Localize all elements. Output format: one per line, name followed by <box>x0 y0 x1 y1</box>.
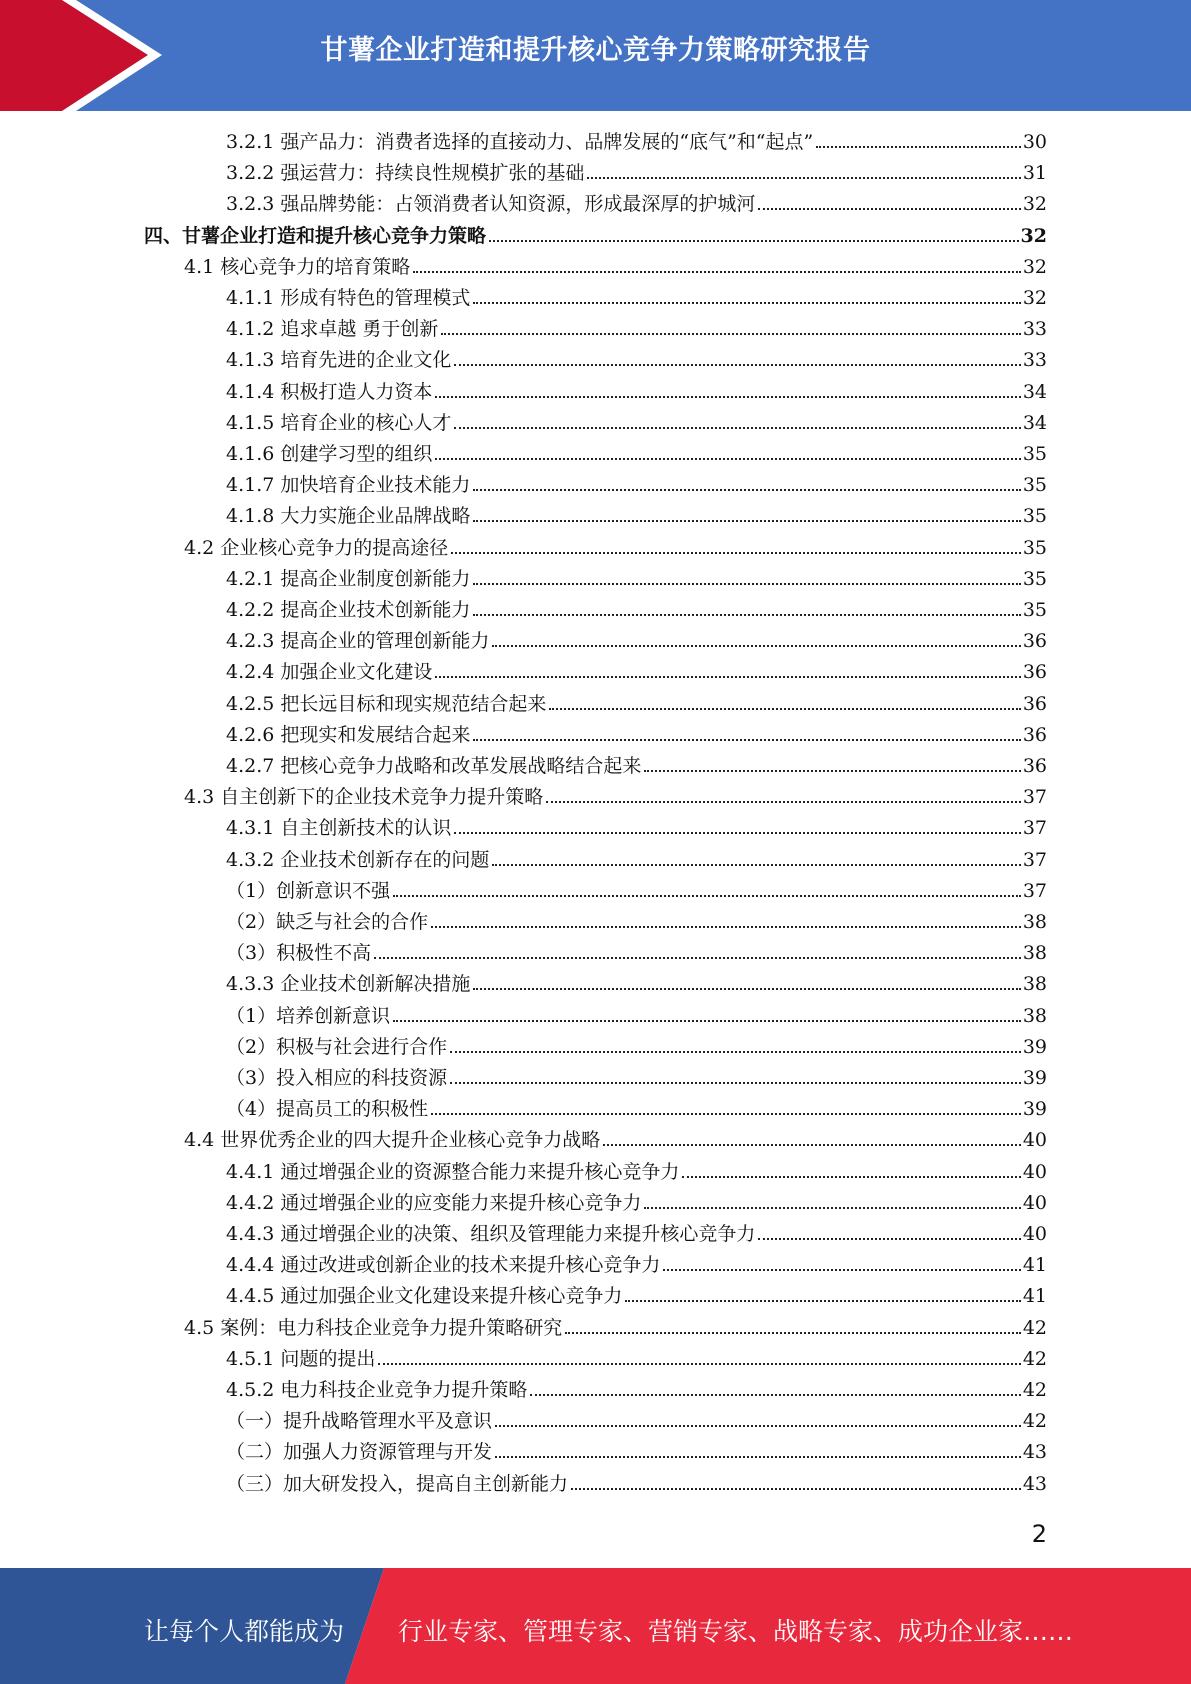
toc-entry-page: 35 <box>1022 536 1047 559</box>
toc-entry-title: 4.4.3 通过增强企业的决策、组织及管理能力来提升核心竞争力 <box>226 1223 756 1245</box>
toc-entry-title: 4.1.2 追求卓越 勇于创新 <box>226 318 439 341</box>
toc-entry[interactable] <box>184 1314 1047 1342</box>
toc-leader-dots <box>473 739 1020 741</box>
toc-entry-title: 4.4 世界优秀企业的四大提升企业核心竞争力战略 <box>184 1129 601 1152</box>
toc-entry[interactable] <box>226 128 1047 156</box>
toc-entry-page: 41 <box>1022 1254 1047 1277</box>
toc-entry-page: 36 <box>1022 723 1047 746</box>
toc-entry[interactable] <box>226 1251 1047 1279</box>
toc-leader-dots <box>663 1269 1020 1271</box>
toc-entry[interactable] <box>226 378 1047 406</box>
toc-entry[interactable] <box>226 565 1047 593</box>
toc-entry[interactable] <box>226 1095 1047 1123</box>
toc-entry-page: 36 <box>1022 692 1047 715</box>
toc-entry[interactable] <box>226 908 1047 936</box>
toc-entry-title: 4.2.4 加强企业文化建设 <box>226 661 433 684</box>
toc-entry[interactable] <box>226 596 1047 624</box>
toc-entry[interactable] <box>226 846 1047 874</box>
toc-entry[interactable] <box>226 1470 1047 1498</box>
toc-entry-page: 42 <box>1022 1347 1047 1370</box>
toc-leader-dots <box>473 614 1020 616</box>
toc-entry[interactable] <box>226 502 1047 530</box>
toc-entry[interactable] <box>226 939 1047 967</box>
toc-leader-dots <box>454 364 1020 366</box>
toc-entry-title: （一）提升战略管理水平及意识 <box>226 1410 493 1433</box>
toc-leader-dots <box>374 957 1021 959</box>
toc-leader-dots <box>435 396 1020 398</box>
toc-leader-dots <box>644 1207 1020 1209</box>
toc-entry-title: （3）投入相应的科技资源 <box>226 1067 448 1089</box>
toc-entry-title: 4.2 企业核心竞争力的提高途径 <box>184 536 449 559</box>
toc-entry-page: 35 <box>1022 505 1047 528</box>
toc-entry[interactable] <box>226 658 1047 686</box>
toc-leader-dots <box>451 552 1021 554</box>
toc-entry-title: 四、甘薯企业打造和提升核心竞争力策略 <box>144 224 487 247</box>
toc-entry-title: （4）提高员工的积极性 <box>226 1098 429 1121</box>
toc-entry-title: 4.2.7 把核心竞争力战略和改革发展战略结合起来 <box>226 755 642 777</box>
toc-entry-title: 4.3 自主创新下的企业技术竞争力提升策略 <box>184 786 544 809</box>
toc-leader-dots <box>473 520 1020 522</box>
toc-entry-page: 32 <box>1022 255 1047 278</box>
toc-entry-title: 4.2.2 提高企业技术创新能力 <box>226 599 471 621</box>
toc-leader-dots <box>625 1300 1020 1302</box>
toc-leader-dots <box>378 1363 1020 1365</box>
toc-entry[interactable] <box>226 1220 1047 1248</box>
toc-entry-page: 35 <box>1022 474 1047 497</box>
toc-leader-dots <box>816 146 1021 148</box>
toc-entry[interactable] <box>226 346 1047 374</box>
toc-entry[interactable] <box>226 190 1047 218</box>
toc-leader-dots <box>758 1238 1020 1240</box>
toc-entry[interactable] <box>226 1438 1047 1466</box>
toc-entry-page: 40 <box>1022 1129 1047 1152</box>
toc-entry-title: 3.2.2 强运营力：持续良性规模扩张的基础 <box>226 162 585 185</box>
toc-entry[interactable] <box>226 1064 1047 1092</box>
toc-leader-dots <box>393 1020 1021 1022</box>
toc-leader-dots <box>435 458 1020 460</box>
toc-entry-title: （1）创新意识不强 <box>226 879 391 902</box>
toc-entry-title: 4.1.4 积极打造人力资本 <box>226 380 433 403</box>
toc-leader-dots <box>682 1176 1020 1178</box>
toc-leader-dots <box>441 333 1020 335</box>
toc-entry-page: 38 <box>1022 1004 1047 1027</box>
toc-entry-page: 36 <box>1022 661 1047 684</box>
toc-entry-title: 4.4.4 通过改进或创新企业的技术来提升核心竞争力 <box>226 1254 661 1277</box>
toc-entry-title: 4.1.6 创建学习型的组织 <box>226 443 433 465</box>
toc-entry[interactable] <box>226 690 1047 718</box>
toc-entry[interactable] <box>226 409 1047 437</box>
toc-entry-page: 40 <box>1022 1223 1047 1245</box>
toc-entry-title: 4.3.1 自主创新技术的认识 <box>226 817 452 840</box>
toc-entry-title: 4.5.1 问题的提出 <box>226 1347 376 1370</box>
toc-entry-title: （1）培养创新意识 <box>226 1004 391 1027</box>
toc-leader-dots <box>473 489 1020 491</box>
toc-entry-title: 4.5 案例：电力科技企业竞争力提升策略研究 <box>184 1316 563 1339</box>
toc-leader-dots <box>473 302 1020 304</box>
toc-entry-page: 35 <box>1022 567 1047 590</box>
toc-entry-page: 33 <box>1022 349 1047 372</box>
toc-entry-page: 37 <box>1022 817 1047 840</box>
toc-entry-title: （二）加强人力资源管理与开发 <box>226 1441 493 1464</box>
toc-leader-dots <box>454 427 1020 429</box>
toc-entry[interactable] <box>226 1158 1047 1186</box>
toc-entry-page: 43 <box>1022 1441 1047 1464</box>
toc-entry-title: 4.1.8 大力实施企业品牌战略 <box>226 505 471 528</box>
toc-entry-title: 4.5.2 电力科技企业竞争力提升策略 <box>226 1379 528 1401</box>
toc-entry-page: 38 <box>1022 973 1047 996</box>
toc-entry-title: 4.1.3 培育先进的企业文化 <box>226 349 452 372</box>
toc-leader-dots <box>492 645 1020 647</box>
toc-entry[interactable] <box>226 752 1047 780</box>
toc-entry[interactable] <box>226 1002 1047 1030</box>
toc-entry[interactable] <box>226 471 1047 499</box>
toc-entry-page: 31 <box>1022 162 1047 185</box>
toc-entry-page: 39 <box>1022 1098 1047 1121</box>
toc-entry-title: （三）加大研发投入，提高自主创新能力 <box>226 1472 569 1495</box>
toc-entry-page: 32 <box>1022 193 1047 216</box>
toc-entry[interactable] <box>226 814 1047 842</box>
footer-slogan-right: 行业专家、管理专家、营销专家、战略专家、成功企业家…… <box>398 1617 1074 1646</box>
toc-entry-page: 34 <box>1022 411 1047 434</box>
report-title: 甘薯企业打造和提升核心竞争力策略研究报告 <box>320 35 871 66</box>
toc-entry[interactable] <box>226 1189 1047 1217</box>
toc-leader-dots <box>587 177 1020 179</box>
toc-entry-title: 4.2.1 提高企业制度创新能力 <box>226 567 471 590</box>
toc-entry[interactable] <box>184 253 1047 281</box>
toc-entry-page: 39 <box>1022 1067 1047 1089</box>
toc-leader-dots <box>393 895 1021 897</box>
toc-entry[interactable] <box>226 1282 1047 1310</box>
toc-leader-dots <box>549 708 1020 710</box>
toc-entry-title: 3.2.1 强产品力：消费者选择的直接动力、品牌发展的“底气”和“起点” <box>226 131 814 153</box>
toc-leader-dots <box>603 1144 1021 1146</box>
toc-leader-dots <box>492 864 1020 866</box>
toc-entry[interactable] <box>226 159 1047 187</box>
toc-entry-page: 38 <box>1022 911 1047 933</box>
toc-leader-dots <box>571 1488 1021 1490</box>
toc-entry-title: 4.2.3 提高企业的管理创新能力 <box>226 630 490 653</box>
toc-leader-dots <box>495 1456 1021 1458</box>
toc-leader-dots <box>546 801 1021 803</box>
toc-entry-title: 4.2.5 把长远目标和现实规范结合起来 <box>226 692 547 715</box>
toc-leader-dots <box>450 1082 1021 1084</box>
toc-entry[interactable] <box>226 877 1047 905</box>
toc-entry[interactable] <box>226 627 1047 655</box>
toc-entry[interactable] <box>226 1345 1047 1373</box>
toc-entry-page: 40 <box>1022 1191 1047 1214</box>
toc-entry[interactable] <box>226 284 1047 312</box>
toc-entry-page: 41 <box>1022 1285 1047 1308</box>
toc-entry[interactable] <box>144 222 1047 250</box>
toc-leader-dots <box>473 583 1020 585</box>
toc-entry[interactable] <box>184 1126 1047 1154</box>
toc-entry[interactable] <box>226 315 1047 343</box>
toc-entry-page: 34 <box>1022 380 1047 403</box>
toc-entry-page: 33 <box>1022 318 1047 341</box>
toc-entry-page: 37 <box>1022 786 1047 809</box>
toc-entry-title: 3.2.3 强品牌势能：占领消费者认知资源，形成最深厚的护城河 <box>226 193 756 216</box>
toc-leader-dots <box>454 832 1020 834</box>
toc-entry[interactable] <box>226 440 1047 468</box>
toc-leader-dots <box>530 1394 1020 1396</box>
toc-entry-page: 32 <box>1020 224 1047 247</box>
toc-entry-page: 42 <box>1022 1316 1047 1339</box>
toc-entry-title: 4.1 核心竞争力的培育策略 <box>184 255 411 278</box>
toc-entry-title: 4.1.5 培育企业的核心人才 <box>226 411 452 434</box>
toc-entry[interactable] <box>184 534 1047 562</box>
toc-leader-dots <box>565 1332 1021 1334</box>
toc-entry-page: 37 <box>1022 848 1047 871</box>
toc-entry-page: 39 <box>1022 1035 1047 1058</box>
toc-entry-title: 4.3.3 企业技术创新解决措施 <box>226 973 471 996</box>
toc-entry[interactable] <box>226 1407 1047 1435</box>
toc-entry-page: 32 <box>1022 287 1047 309</box>
toc-entry-page: 30 <box>1022 131 1047 153</box>
toc-entry-page: 35 <box>1022 599 1047 621</box>
toc-entry[interactable] <box>226 721 1047 749</box>
toc-entry-page: 43 <box>1022 1472 1047 1495</box>
toc-entry-page: 42 <box>1022 1379 1047 1401</box>
toc-entry-title: 4.1.7 加快培育企业技术能力 <box>226 474 471 497</box>
toc-leader-dots <box>450 1051 1021 1053</box>
toc-entry-title: 4.4.2 通过增强企业的应变能力来提升核心竞争力 <box>226 1191 642 1214</box>
toc-entry[interactable] <box>226 1376 1047 1404</box>
toc-leader-dots <box>495 1425 1021 1427</box>
toc-entry-page: 38 <box>1022 942 1047 965</box>
toc-leader-dots <box>431 926 1021 928</box>
toc-leader-dots <box>413 271 1021 273</box>
toc-entry[interactable] <box>226 970 1047 998</box>
toc-entry-page: 37 <box>1022 879 1047 902</box>
toc-entry-title: 4.4.5 通过加强企业文化建设来提升核心竞争力 <box>226 1285 623 1308</box>
toc-entry-title: 4.3.2 企业技术创新存在的问题 <box>226 848 490 871</box>
toc-leader-dots <box>473 988 1020 990</box>
toc-entry-page: 36 <box>1022 755 1047 777</box>
footer-banner <box>0 1568 1191 1684</box>
toc-entry-page: 35 <box>1022 443 1047 465</box>
toc-entry-page: 40 <box>1022 1160 1047 1183</box>
toc-entry[interactable] <box>226 1033 1047 1061</box>
toc-entry-title: （3）积极性不高 <box>226 942 372 965</box>
toc-entry-title: 4.1.1 形成有特色的管理模式 <box>226 287 471 309</box>
toc-entry-title: （2）积极与社会进行合作 <box>226 1035 448 1058</box>
toc-entry-title: （2）缺乏与社会的合作 <box>226 911 429 933</box>
toc-leader-dots <box>758 208 1020 210</box>
toc-entry[interactable] <box>184 783 1047 811</box>
toc-entry-title: 4.2.6 把现实和发展结合起来 <box>226 723 471 746</box>
toc-leader-dots <box>489 240 1019 242</box>
toc-entry-page: 42 <box>1022 1410 1047 1433</box>
toc-entry-page: 36 <box>1022 630 1047 653</box>
footer-slogan-left: 让每个人都能成为 <box>144 1617 345 1646</box>
toc-leader-dots <box>431 1113 1021 1115</box>
toc-leader-dots <box>435 676 1020 678</box>
header-banner <box>0 0 1191 111</box>
toc-leader-dots <box>644 770 1020 772</box>
page-number: 2 <box>1031 1520 1047 1548</box>
toc-entry-title: 4.4.1 通过增强企业的资源整合能力来提升核心竞争力 <box>226 1160 680 1183</box>
